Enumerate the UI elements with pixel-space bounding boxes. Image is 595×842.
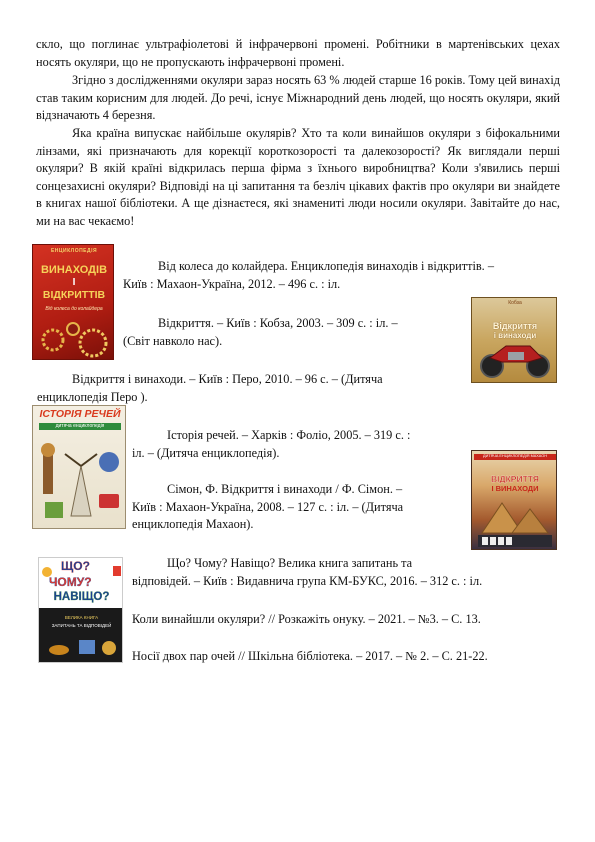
book-entry-line: Відкриття. – Київ : Кобза, 2003. – 309 с. : іл. – bbox=[158, 316, 398, 330]
book-cover-what-why-wherefore bbox=[38, 557, 123, 663]
book-cover-history-of-things bbox=[32, 405, 126, 529]
intro-paragraph-2: Згідно з дослідженнями окуляри зараз носять 63 % людей старше 16 років. Тому цей винахід став таким корисним для людей. До речі, існує Міжнародний день людей, що носять окуляри, який відзначають 4 березня. bbox=[36, 73, 560, 123]
book-entry-line: (Світ навколо нас). bbox=[123, 333, 223, 348]
book-entry-line: відповідей. – Київ : Видавнича група КМ-БУКС, 2016. – 312 с. : іл. bbox=[132, 573, 483, 588]
cover-title-line1: ВИНАХОДІВ bbox=[40, 264, 108, 276]
cover-title: ІСТОРІЯ РЕЧЕЙ bbox=[39, 408, 121, 420]
book-entry-line: Відкриття і винаходи. – Київ : Перо, 2010. – 96 с. – (Дитяча bbox=[72, 372, 383, 386]
cover-top-label: ДИТЯЧА ЕНЦИКЛОПЕДІЯ МАХАОН bbox=[474, 454, 556, 460]
cover-subtitle: ЗАПИТАНЬ ТА ВІДПОВІДЕЙ bbox=[51, 623, 112, 628]
cover-top-label: Кобза bbox=[508, 300, 522, 306]
book-cover-discoveries-makhaon bbox=[471, 450, 557, 550]
cover-question-3: НАВІЩО? bbox=[53, 591, 110, 603]
book-entry-line: енциклопедія Махаон). bbox=[132, 517, 254, 532]
intro-paragraph-3: Яка країна випускає найбільше окулярів? Хто та коли винайшов окуляри з біфокальними лінзами, які призначають для корекції короткозорості та далекозорості? Як виглядали перші окуляри? В якій країні відкрилась перша фірма з їхнього виробництва? Коли з'явились перші сонцезахисні окуляри? Відповіді на ці запитання та безліч цікавих фактів про окуляри ви знайдете в книгах нашої бібліотеки. А ще дізнаєтеся, які знамениті люди носили окуляри. Завітайте до нас, ми на вас чекаємо! bbox=[36, 126, 560, 228]
cover-title-line2: І ВИНАХОДИ bbox=[491, 484, 539, 493]
cover-question-1: ЩО? bbox=[61, 559, 90, 573]
cover-title-line3: ВІДКРИТТІВ bbox=[42, 289, 106, 301]
gears-illustration bbox=[33, 245, 114, 360]
cover-subtitle: Від колеса до колайдера bbox=[45, 306, 103, 312]
book-entry-6 bbox=[132, 555, 483, 590]
book-entry-line: Від колеса до колайдера. Енциклопедія винаходів і відкриттів. – bbox=[158, 259, 494, 273]
article-entry-2 bbox=[132, 648, 488, 666]
motorcycle-illustration bbox=[472, 298, 557, 383]
book-entry-line: Київ : Махаон-Україна, 2012. – 496 с. : іл. bbox=[123, 276, 341, 291]
book-cover-discoveries-kobza bbox=[471, 297, 557, 383]
article-entry-1 bbox=[132, 611, 481, 629]
cover-title-line1: ВІДКРИТТЯ bbox=[491, 474, 539, 484]
intro-paragraph-1: скло, що поглинає ультрафіолетові й інфрачервоні промені. Робітники в мартенівських цехах носять окуляри, що не пропускають інфрачервоні промені. bbox=[36, 37, 560, 69]
household-items-illustration bbox=[33, 406, 126, 529]
cover-band-label: дитяча енциклопедія bbox=[39, 423, 121, 430]
book-entry-line: енциклопедія Перо ). bbox=[37, 389, 148, 404]
pyramid-illustration bbox=[472, 451, 557, 550]
book-entry-line: Сімон, Ф. Відкриття і винаходи / Ф. Сімон. – bbox=[167, 482, 403, 496]
book-entry-line: Що? Чому? Навіщо? Велика книга запитань та bbox=[167, 556, 413, 570]
cover-band-label: ВЕЛИКА КНИГА bbox=[64, 615, 99, 620]
book-cover-inventions-encyclopedia bbox=[32, 244, 114, 360]
book-entry-3 bbox=[37, 371, 383, 406]
cover-top-label: ЕНЦИКЛОПЕДІЯ bbox=[50, 248, 98, 254]
book-entry-line: іл. – (Дитяча енциклопедія). bbox=[132, 445, 280, 460]
cover-title-line2: і винаходи bbox=[493, 331, 537, 340]
book-entry-5 bbox=[132, 481, 404, 534]
cover-title-line2: І bbox=[72, 277, 76, 288]
book-entry-4 bbox=[132, 427, 411, 462]
article-entry-line: Коли винайшли окуляри? // Розкажіть онуку. – 2021. – №3. – С. 13. bbox=[132, 612, 481, 626]
cover-question-2: ЧОМУ? bbox=[49, 575, 92, 589]
objects-illustration bbox=[39, 558, 123, 663]
book-entry-1 bbox=[123, 258, 494, 293]
book-entry-2 bbox=[123, 315, 398, 350]
cover-title-line1: Відкриття bbox=[492, 321, 538, 331]
book-entry-line: Історія речей. – Харків : Фоліо, 2005. – 319 с. : bbox=[167, 428, 411, 442]
article-entry-line: Носії двох пар очей // Шкільна бібліотека. – 2017. – № 2. – С. 21-22. bbox=[132, 649, 488, 663]
book-entry-line: Київ : Махаон-Україна, 2008. – 127 с. : іл. – (Дитяча bbox=[132, 499, 404, 514]
